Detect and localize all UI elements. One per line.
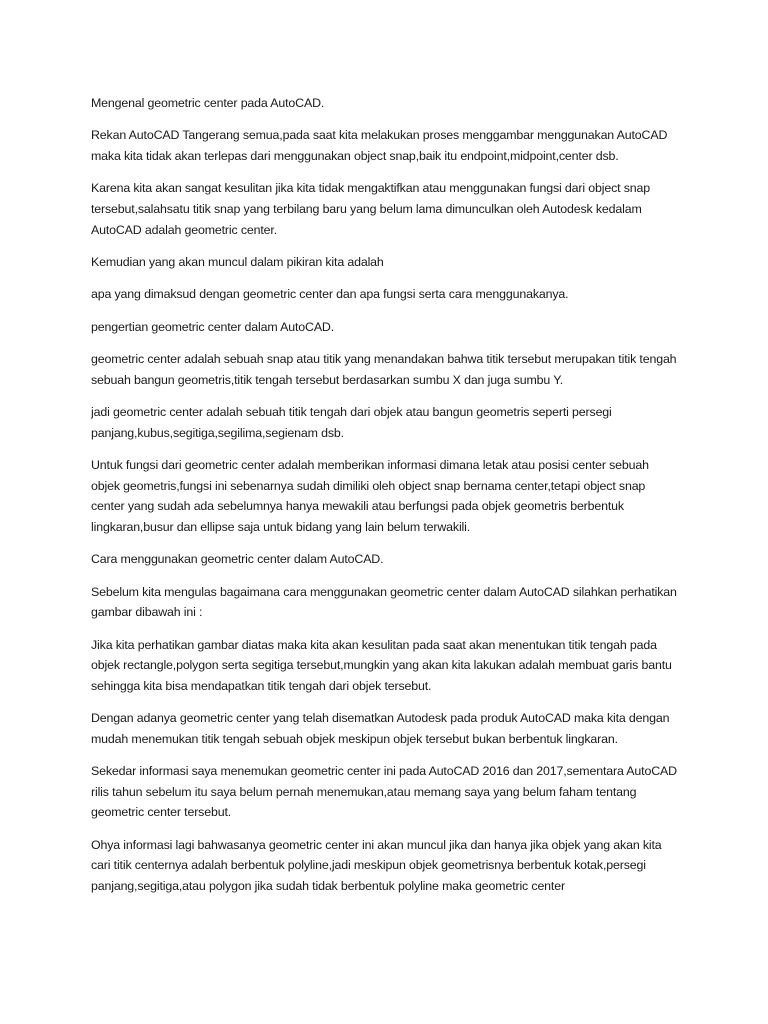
paragraph: Jika kita perhatikan gambar diatas maka kita akan kesulitan pada saat akan menentukan titik tengah pada objek rectangle,polygon serta segitiga tersebut,mungkin yang akan kita lakukan adalah membuat garis bantu sehingga kita bisa mendapatkan titik tengah dari objek tersebut. bbox=[91, 637, 672, 693]
paragraph: Rekan AutoCAD Tangerang semua,pada saat kita melakukan proses menggambar menggunakan AutoCAD maka kita tidak akan terlepas dari menggunakan object snap,baik itu endpoint,midpoint,center dsb. bbox=[91, 128, 668, 163]
paragraph: jadi geometric center adalah sebuah titik tengah dari objek atau bangun geometris seperti persegi panjang,kubus,segitiga,segilima,segienam dsb. bbox=[91, 405, 612, 440]
paragraph: Dengan adanya geometric center yang telah disematkan Autodesk pada produk AutoCAD maka kita dengan mudah menemukan titik tengah sebuah objek meskipun objek tersebut bukan berbentuk lingkaran. bbox=[91, 711, 670, 746]
paragraph: Sebelum kita mengulas bagaimana cara menggunakan geometric center dalam AutoCAD silahkan perhatikan gambar dibawah ini : bbox=[91, 584, 677, 620]
paragraph: Ohya informasi lagi bahwasanya geometric center ini akan muncul jika dan hanya jika objek yang akan kita cari titik centernya adalah berbentuk polyline,jadi meskipun objek geometrisnya berbentuk kotak,persegi panjang,segitiga,atau polygon jika sudah tidak berbentuk polyline maka geometric center bbox=[91, 837, 662, 893]
paragraph: Sekedar informasi saya menemukan geometric center ini pada AutoCAD 2016 dan 2017,sementara AutoCAD rilis tahun sebelum itu saya belum pernah menemukan,atau memang saya yang belum faham tentang geometric center tersebut. bbox=[91, 764, 677, 820]
paragraph: Karena kita akan sangat kesulitan jika kita tidak mengaktifkan atau menggunakan fungsi dari object snap tersebut,salahsatu titik snap yang terbilang baru yang belum lama dimunculkan oleh Autodesk kedalam AutoCAD adalah geometric center. bbox=[91, 181, 651, 237]
paragraph: apa yang dimaksud dengan geometric center dan apa fungsi serta cara menggunakanya. bbox=[91, 287, 569, 302]
paragraph-title: Mengenal geometric center pada AutoCAD. bbox=[91, 96, 325, 110]
paragraph-heading: Cara menggunakan geometric center dalam AutoCAD. bbox=[91, 552, 384, 567]
document-body bbox=[91, 93, 679, 908]
paragraph: Untuk fungsi dari geometric center adalah memberikan informasi dimana letak atau posisi center sebuah objek geometris,fungsi ini sebenarnya sudah dimiliki oleh object snap bernama center,tetapi object snap center yang sudah ada sebelumnya hanya mewakili atau berfungsi pada objek geometris berbentuk lingkaran,busur dan ellipse saja untuk bidang yang lain belum terwakili. bbox=[91, 458, 649, 534]
paragraph: Kemudian yang akan muncul dalam pikiran kita adalah bbox=[91, 254, 384, 269]
paragraph: geometric center adalah sebuah snap atau titik yang menandakan bahwa titik tersebut merupakan titik tengah sebuah bangun geometris,titik tengah tersebut berdasarkan sumbu X dan juga sumbu Y. bbox=[91, 352, 677, 387]
paragraph-heading: pengertian geometric center dalam AutoCAD. bbox=[91, 319, 335, 334]
